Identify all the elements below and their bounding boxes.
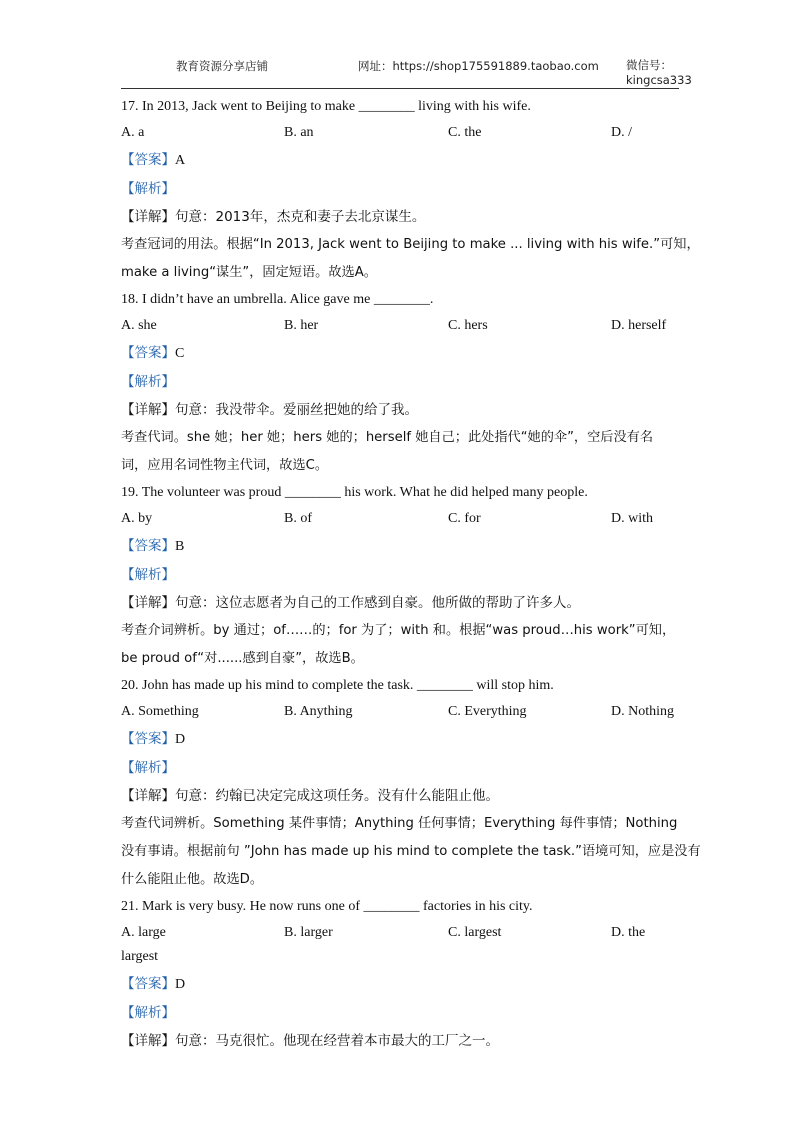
option-d: D. / <box>611 125 632 140</box>
analysis-label: 【解析】 <box>121 181 175 197</box>
explanation-line: be proud of“对......感到自豪”，故选B。 <box>121 651 364 666</box>
explanation-line: 考查代词辨析。Something 某件事情；Anything 任何事情；Everything 每件事情；Nothing <box>121 816 678 831</box>
option-d: D. herself <box>611 318 667 333</box>
question-17 <box>121 94 700 287</box>
answer-value: C <box>175 346 185 361</box>
question-stem: 17. In 2013, Jack went to Beijing to make ________ living with his wife. <box>121 99 531 114</box>
option-d: D. the <box>611 925 646 940</box>
answer-label: 【答案】 <box>121 345 175 361</box>
question-20 <box>121 673 701 894</box>
question-21 <box>121 894 681 1055</box>
answer-value: D <box>175 732 186 747</box>
explanation-line: 考查介词辨析。by 通过；of……的；for 为了；with 和。根据“was proud…his work”可知， <box>121 623 676 638</box>
shop-name: 教育资源分享店铺 <box>176 59 268 73</box>
explanation-line: make a living“谋生”，固定短语。故选A。 <box>121 265 377 280</box>
option-row <box>121 120 681 146</box>
wechat-label: 微信号： <box>626 58 672 72</box>
question-stem: 21. Mark is very busy. He now runs one of ________ factories in his city. <box>121 899 533 914</box>
detail-line: 【详解】句意：2013年，杰克和妻子去北京谋生。 <box>121 209 426 225</box>
option-b: B. her <box>284 318 319 333</box>
option-d: D. Nothing <box>611 704 674 719</box>
answer-line <box>121 970 681 999</box>
option-row <box>121 506 681 532</box>
answer-label: 【答案】 <box>121 731 175 747</box>
option-b: B. larger <box>284 925 333 940</box>
question-19 <box>121 480 681 673</box>
question-stem: 20. John has made up his mind to complete the task. ________ will stop him. <box>121 678 554 693</box>
option-c: C. for <box>448 511 481 526</box>
analysis-label: 【解析】 <box>121 567 175 583</box>
detail-line: 【详解】句意：马克很忙。他现在经营着本市最大的工厂之一。 <box>121 1033 499 1049</box>
option-b: B. Anything <box>284 704 353 719</box>
answer-value: A <box>175 153 186 168</box>
wechat-info <box>626 58 692 88</box>
option-row <box>121 313 681 339</box>
option-c: C. the <box>448 125 482 140</box>
question-18 <box>121 287 681 480</box>
explanation-line: 考查代词。she 她；her 她；hers 她的；herself 她自己；此处指代“她的伞”，空后没有名 <box>121 430 654 445</box>
answer-label: 【答案】 <box>121 976 175 992</box>
option-b: B. an <box>284 125 314 140</box>
answer-line <box>121 725 681 754</box>
analysis-label: 【解析】 <box>121 760 175 776</box>
option-c: C. Everything <box>448 704 527 719</box>
analysis-label: 【解析】 <box>121 1005 175 1021</box>
analysis-label: 【解析】 <box>121 374 175 390</box>
explanation-line: 什么能阻止他。故选D。 <box>121 872 264 887</box>
answer-line <box>121 146 681 175</box>
page-header <box>121 58 692 88</box>
explanation-line: 考查冠词的用法。根据“In 2013, Jack went to Beijing to make ... living with his wife.”可知， <box>121 237 700 252</box>
option-a: A. she <box>121 318 157 333</box>
question-stem: 18. I didn’t have an umbrella. Alice gave me ________. <box>121 292 434 307</box>
option-row <box>121 699 681 725</box>
answer-label: 【答案】 <box>121 152 175 168</box>
option-a: A. a <box>121 125 145 140</box>
option-c: C. hers <box>448 318 488 333</box>
header-rule <box>121 88 679 89</box>
answer-line <box>121 339 681 368</box>
shop-url: 网址：https://shop175591889.taobao.com <box>358 59 599 73</box>
answer-value: B <box>175 539 185 554</box>
option-a: A. by <box>121 511 153 526</box>
wechat-id: kingcsa333 <box>626 73 692 87</box>
option-a: A. large <box>121 925 166 940</box>
question-stem: 19. The volunteer was proud ________ his work. What he did helped many people. <box>121 485 588 500</box>
detail-line: 【详解】句意：约翰已决定完成这项任务。没有什么能阻止他。 <box>121 788 499 804</box>
option-d: D. with <box>611 511 653 526</box>
option-b: B. of <box>284 511 312 526</box>
option-c: C. largest <box>448 925 502 940</box>
explanation-line: 词，应用名词性物主代词，故选C。 <box>121 458 329 473</box>
explanation-line: 没有事请。根据前句 ”John has made up his mind to complete the task.”语境可知，应是没有 <box>121 844 701 859</box>
option-a: A. Something <box>121 704 199 719</box>
answer-value: D <box>175 977 186 992</box>
document-body <box>121 94 701 1055</box>
detail-line: 【详解】句意：这位志愿者为自己的工作感到自豪。他所做的帮助了许多人。 <box>121 595 580 611</box>
option-row <box>121 920 681 970</box>
answer-line <box>121 532 681 561</box>
detail-line: 【详解】句意：我没带伞。爱丽丝把她的给了我。 <box>121 402 418 418</box>
answer-label: 【答案】 <box>121 538 175 554</box>
option-d-continued: largest <box>121 949 159 964</box>
